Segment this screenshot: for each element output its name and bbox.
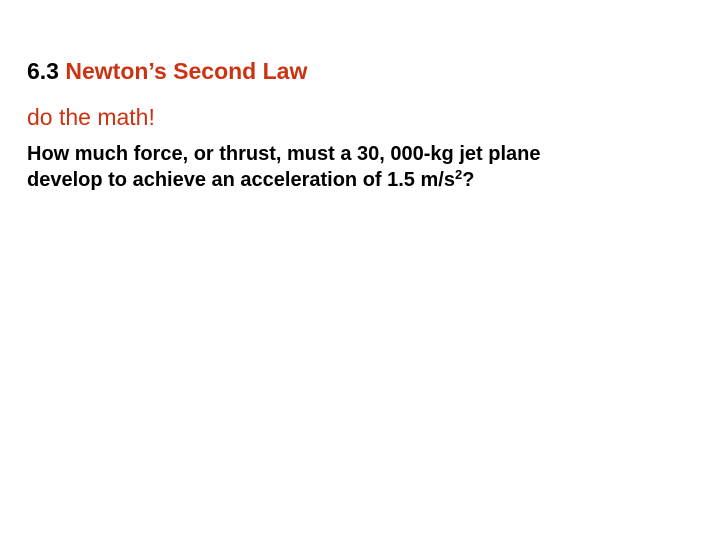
subtitle: do the math!	[27, 104, 155, 130]
section-number: 6.3	[27, 58, 59, 84]
question-line-2	[27, 167, 687, 193]
question-text	[27, 141, 687, 193]
question-line-2-text: develop to achieve an acceleration of 1.5 m/s	[27, 169, 455, 191]
question-mark: ?	[462, 169, 475, 191]
section-title: Newton’s Second Law	[65, 58, 308, 84]
exponent: 2	[454, 167, 463, 182]
page-title	[27, 56, 307, 86]
question-line-1: How much force, or thrust, must a 30, 000-kg jet plane	[27, 143, 541, 165]
